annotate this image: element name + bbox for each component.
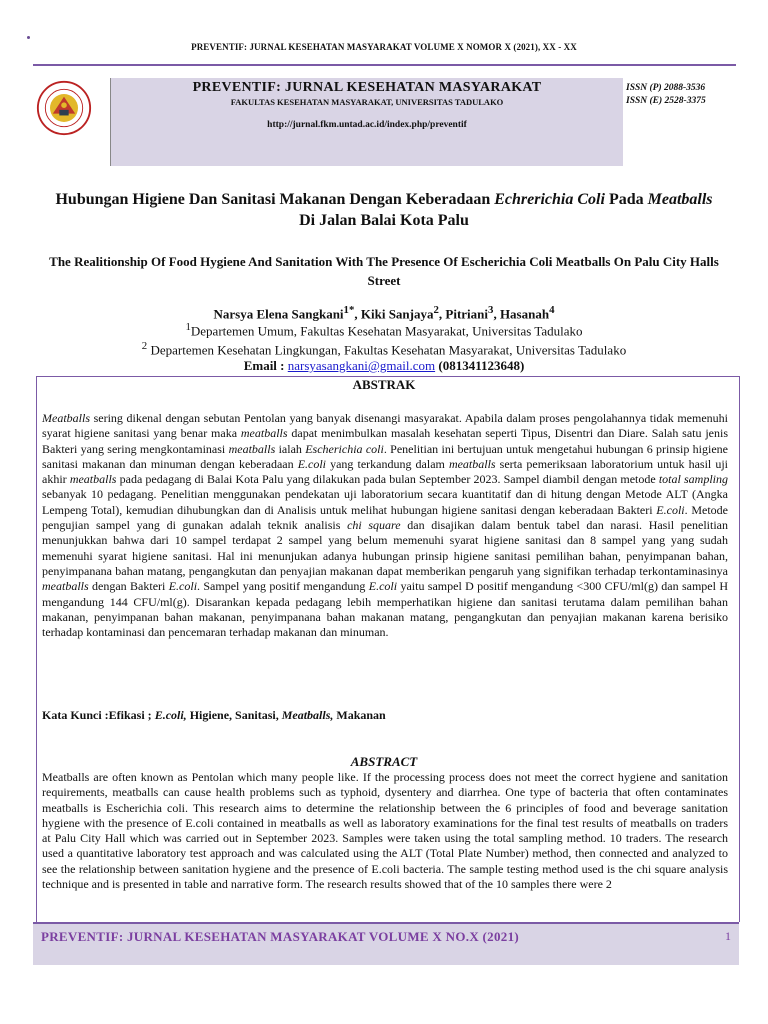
article-title-italic: Echrerichia Coli xyxy=(494,191,605,208)
affiliation-2 xyxy=(0,340,768,358)
footer-journal-text: PREVENTIF: JURNAL KESEHATAN MASYARAKAT VOLUME X NO.X (2021) xyxy=(41,929,520,944)
abstrak-heading: ABSTRAK xyxy=(352,377,416,392)
keyword: Meatballs, xyxy=(281,708,334,722)
aff-text: Departemen Umum, Fakultas Kesehatan Masyarakat, Universitas Tadulako xyxy=(190,323,583,339)
aff-text: Departemen Kesehatan Lingkungan, Fakultas Kesehatan Masyarakat, Universitas Tadulako xyxy=(147,342,627,358)
page-footer xyxy=(33,922,739,965)
keyword: Makanan xyxy=(333,708,386,722)
aff-sup: 1 xyxy=(185,321,191,333)
corresponding-email xyxy=(0,358,768,374)
university-logo-icon xyxy=(36,80,92,136)
journal-masthead xyxy=(33,68,736,156)
email-link[interactable]: narsyasangkani@gmail.com xyxy=(287,358,436,373)
keywords-label: Kata Kunci : xyxy=(42,708,109,722)
issn-electronic: ISSN (E) 2528-3375 xyxy=(626,96,706,106)
keywords xyxy=(42,708,386,723)
aff-sup: 2 xyxy=(141,340,148,352)
phone-number: (081341123648) xyxy=(435,358,525,373)
journal-title-band xyxy=(110,78,623,166)
keyword: Efikasi ; xyxy=(108,708,155,722)
issn-print: ISSN (P) 2088-3536 xyxy=(626,83,706,93)
abstract-text: Meatballs are often known as Pentolan which many people like. If the processing process does not meet the correct hygiene and sanitation requirements, meatballs can cause health problems such as typhoid, dysentery and diarrhea. One type of bacteria that often contaminates meatballs is Escherichia coli. This research aims to determine the relationship between the 6 principles of food and beverage sanitation hygiene with the presence of E.coli contained in meatballs as well as laboratory examinations for the final test results of meatballs on traders at Palu City Hall which was carried out in September 2023. Samples were taken using the total sampling method. 10 traders. The research used a quantitative laboratory test approach and was calculated using the ALT (Total Plate Number) method, then connected and analyzed to see the relationship between sanitation hygiene and the presence of E.coli bacteria. The sample testing method used is the chi square analysis technique and is presented in table and narrative form. The research results showed that of the 10 samples there were 2 xyxy=(42,770,728,892)
author-sup: 3 xyxy=(488,304,494,316)
header-rule xyxy=(33,64,736,66)
journal-url-link[interactable]: http://jurnal.fkm.untad.ac.id/index.php/preventif xyxy=(267,120,467,130)
author-sup: 2 xyxy=(433,304,439,316)
abstract-heading: ABSTRACT xyxy=(350,754,418,769)
abstrak-text: Meatballs sering dikenal dengan sebutan Pentolan yang banyak disenangi masyarakat. Apabila dalam proses pengolahannya tidak memenuhi syarat higiene sanitasi yang benar maka meatballs dapat menimbulkan masalah kesehatan seperti Tipus, Disentri dan Diare. Salah satu jenis Bakteri yang sering mengkontaminasi meatballs ialah Escherichia coli. Penelitian ini bertujuan untuk mengetahui hubungan 6 prinsip higiene sanitasi makanan dan minuman dengan keberadaan E.coli yang terkandung dalam meatballs serta pemeriksaan laboratorium untuk hasil uji akhir meatballs pada pedagang di Balai Kota Palu yang dilakukan pada bulan September 2023. Sampel diambil dengan metode total sampling sebanyak 10 pedagang. Penelitian menggunakan pendekatan uji laboratorium secara kuantitatif dan di hitung dengan Metode ALT (Angka Lempeng Total), kemudian dihubungkan dan di Analisis untuk melihat hubungan higiene sanitasi dengan keberadaan Bakteri E.coli. Metode pengujian sampel yang di gunakan adalah teknik analisis chi square dan disajikan dalam bentuk tabel dan narasi. Hasil penelitian menunjukkan bahwa dari 10 sampel terdapat 2 sampel yang belum memenuhi syarat higiene sanitasi dan 8 sampel yang yang sudah memenuhi syarat higiene sanitasi. Hal ini menunjukan adanya hubungan prinsip higiene sanitasi pemilihan bahan, penyimpanan bahan, penyimpanana bahan matang, pengangkutan dan penyajian makanan dapat memberikan pengaruh yang signifikan terhadap terkontaminasinya meatballs dengan Bakteri E.coli. Sampel yang positif mengandung E.coli yaitu sampel D positif mengandung <300 CFU/ml(g) dan sampel H mengandung 144 CFU/ml(g). Disarankan kepada pedagang lebih memperhatikan higiene dan sanitasi terutama dalam pemilihan bahan makanan, penyimpanan bahan makanan, penyimpanana bahan makanan matang, pengangkutan dan penyajian makanan karena berisiko terhadap kontaminasi dan pencemaran terhadap makanan dan minuman. xyxy=(42,411,729,640)
author-list xyxy=(0,304,768,322)
journal-title: PREVENTIF: JURNAL KESEHATAN MASYARAKAT xyxy=(192,80,542,95)
article-title-italic: Meatballs xyxy=(647,191,713,208)
author-name: Narsya Elena Sangkani xyxy=(213,306,344,322)
page-number: 1 xyxy=(725,929,731,943)
corner-mark xyxy=(27,36,30,39)
email-label: Email : xyxy=(243,358,288,373)
article-title-english: The Realitionship Of Food Hygiene And Sanitation With The Presence Of Escherichia Coli Meatballs On Palu City Halls Street xyxy=(49,254,719,288)
author-name: , Hasanah xyxy=(493,306,550,322)
author-sup: 1* xyxy=(343,304,355,316)
author-name: , Pitriani xyxy=(438,306,489,322)
keyword: Higiene, Sanitasi, xyxy=(186,708,282,722)
article-title xyxy=(50,189,718,231)
article-title-text: Pada xyxy=(604,191,648,208)
keyword: E.coli, xyxy=(154,708,187,722)
author-name: , Kiki Sanjaya xyxy=(354,306,434,322)
journal-faculty: FAKULTAS KESEHATAN MASYARAKAT, UNIVERSITAS TADULAKO xyxy=(230,97,504,107)
article-title-text: Hubungan Higiene Dan Sanitasi Makanan Dengan Keberadaan xyxy=(55,191,495,208)
logo-box xyxy=(33,68,108,156)
issn-block xyxy=(626,82,706,108)
author-sup: 4 xyxy=(549,304,555,316)
running-header: PREVENTIF: JURNAL KESEHATAN MASYARAKAT VOLUME X NOMOR X (2021), XX - XX xyxy=(191,42,577,52)
affiliation-1 xyxy=(0,321,768,339)
article-title-text: Di Jalan Balai Kota Palu xyxy=(299,212,469,229)
